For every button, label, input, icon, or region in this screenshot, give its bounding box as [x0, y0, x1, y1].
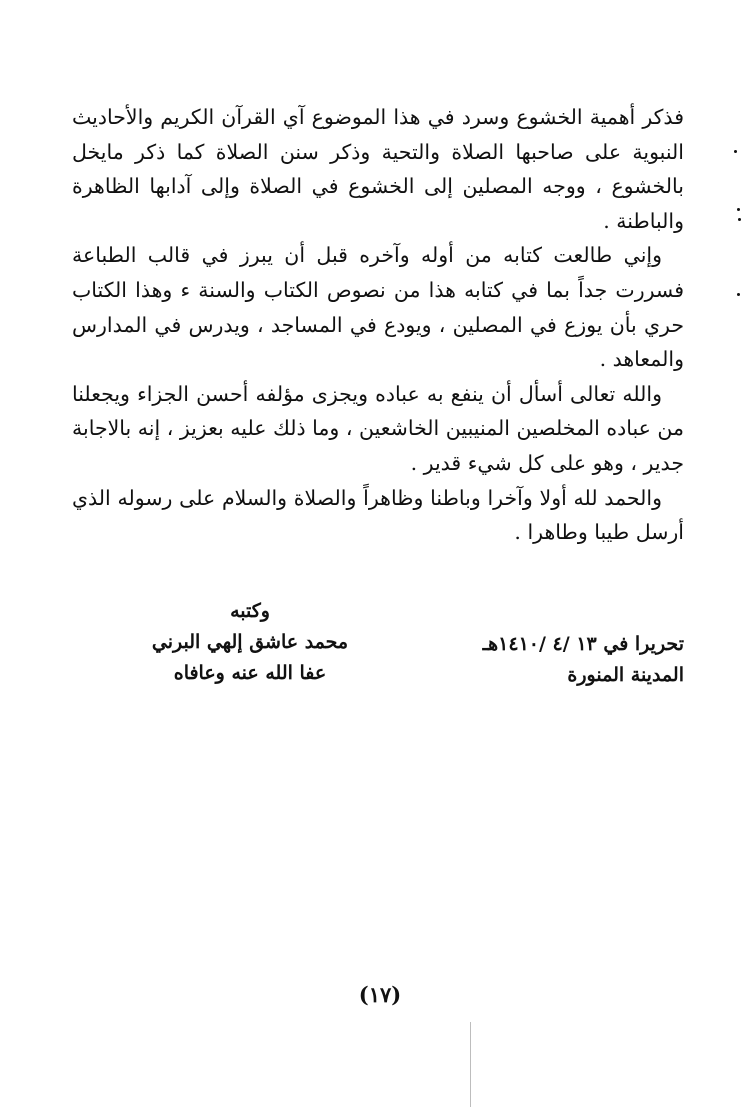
body-text [72, 100, 684, 550]
signature-prayer: عفا الله عنه وعافاه [173, 662, 327, 684]
margin-mark [738, 218, 741, 221]
scan-fold-line [470, 1022, 471, 1107]
paragraph-2: وإني طالعت كتابه من أوله وآخره قبل أن يبرز في قالب الطباعة فسررت جداً بما في كتابه هذا من نصوص الكتاب والسنة ء وهذا الكتاب حري بأن يوزع في المصلين ، ويودع في المساجد ، ويدرس في المدارس والمعاهد . [72, 243, 684, 372]
place-name: المدينة المنورة [567, 664, 684, 686]
margin-mark [737, 293, 740, 296]
page-number: (١٧) [358, 982, 402, 1007]
signature-block [140, 596, 360, 689]
signature-name: محمد عاشق إلهي البرني [151, 631, 349, 653]
date-place-block [420, 629, 684, 691]
paragraph-4: والحمد لله أولا وآخرا وباطنا وظاهراً والصلاة والسلام على رسوله الذي أرسل طيبا وطاهرا . [72, 485, 684, 545]
paragraph-3: والله تعالى أسأل أن ينفع به عباده ويجزى مؤلفه أحسن الجزاء ويجعلنا من عباده المخلصين المنيبين الخاشعين ، وما ذلك عليه بعزيز ، إنه بالاجابة جدير ، وهو على كل شيء قدير . [72, 381, 684, 475]
paragraph-1: فذكر أهمية الخشوع وسرد في هذا الموضوع آي القرآن الكريم والأحاديث النبوية على صاحبها الصلاة والتحية وذكر سنن الصلاة كما ذكر مايخل بالخشوع ، ووجه المصلين إلى الخشوع في الصلاة وإلى آدابها الظاهرة والباطنة . [72, 105, 684, 233]
date-written: تحريرا في ١٣ /٤ /١٤١٠هـ [482, 633, 684, 655]
margin-mark [737, 208, 740, 211]
signature-wrote: وكتبه [230, 600, 270, 622]
margin-mark [734, 150, 737, 153]
